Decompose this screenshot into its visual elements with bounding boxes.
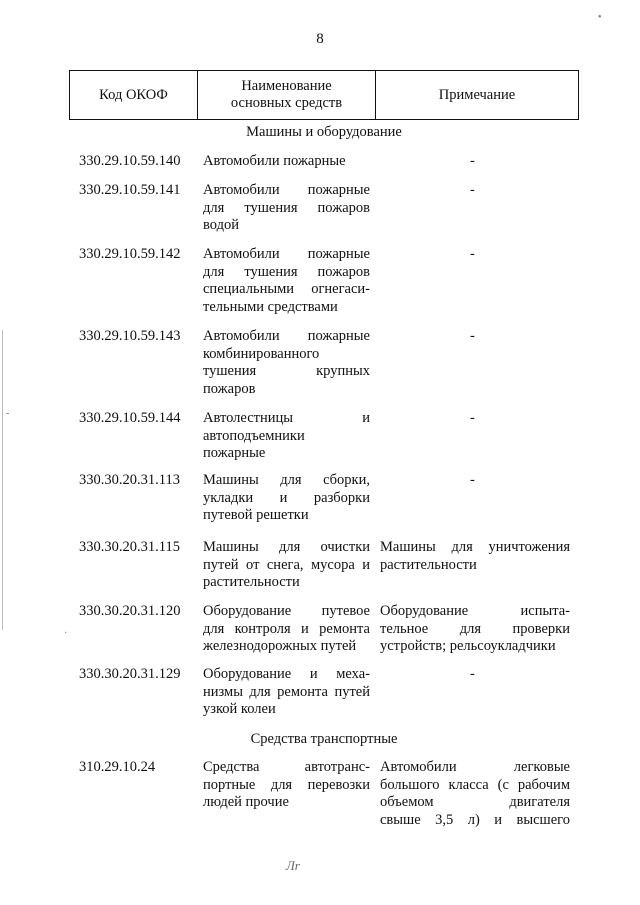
note (380, 539, 570, 574)
asset-name-line: комбинированного (203, 345, 320, 362)
note-line: Автомобили легковые (380, 759, 570, 775)
okof-code: 330.29.10.59.143 (79, 328, 181, 344)
asset-name-line: тельными средствами (203, 298, 338, 315)
asset-name-line: Автомобили пожарные (203, 153, 346, 169)
note-dash: - (470, 472, 475, 488)
scan-edge-line (2, 330, 3, 630)
asset-name (203, 410, 370, 463)
asset-name (203, 153, 370, 171)
asset-name-line: специальными огнегаси- (203, 281, 370, 298)
header-name: Наименование основных средств (198, 71, 376, 119)
okof-code: 330.29.10.59.141 (79, 182, 181, 198)
note-line: устройств; рельсоукладчики (380, 638, 556, 655)
okof-code: 330.30.20.31.129 (79, 666, 181, 682)
header-code: Код ОКОФ (70, 71, 198, 119)
note-dash: - (470, 182, 475, 198)
okof-code: 310.29.10.24 (79, 759, 156, 775)
asset-name (203, 328, 370, 398)
asset-name-line: пожарные (203, 445, 266, 462)
asset-name-line: Машины для сборки, (203, 472, 370, 488)
okof-code: 330.30.20.31.113 (79, 472, 180, 488)
asset-name (203, 603, 370, 656)
note-line: Машины для уничтожения (380, 539, 570, 555)
header-note: Примечание (438, 86, 516, 103)
note-dash: - (470, 328, 475, 344)
asset-name-line: Машины для очистки (203, 539, 370, 555)
page-number: 8 (316, 31, 324, 47)
note-dash: - (470, 410, 475, 426)
note-line: растительности (380, 556, 477, 573)
asset-name-line: низмы для ремонта путей (203, 683, 370, 700)
asset-name-line: тушения крупных (203, 363, 370, 380)
okof-code: 330.30.20.31.115 (79, 539, 180, 555)
asset-name-line: Оборудование путевое (203, 603, 370, 619)
asset-name (203, 472, 370, 525)
section-title: Машины и оборудование (246, 124, 402, 140)
asset-name-line: Автомобили пожарные (203, 328, 370, 344)
note-line: большого класса (с рабочим (380, 776, 570, 793)
note-dash: - (470, 153, 475, 169)
asset-name-line: Автомобили пожарные (203, 182, 370, 198)
note-dash: - (470, 246, 475, 262)
asset-name-line: Автолестницы и (203, 410, 370, 426)
okof-code: 330.29.10.59.142 (79, 246, 181, 262)
okof-code: 330.29.10.59.144 (79, 410, 181, 426)
section-title: Средства транспортные (250, 731, 398, 747)
asset-name-line: для тушения пожаров (203, 263, 370, 280)
asset-name-line: пожаров (203, 380, 256, 397)
asset-name-line: водой (203, 217, 239, 234)
note-line: Оборудование испыта- (380, 603, 570, 619)
asset-name-line: путевой решетки (203, 507, 309, 524)
asset-name-line: людей прочие (203, 794, 289, 811)
asset-name-line: Средства автотранс- (203, 759, 370, 775)
okof-code: 330.30.20.31.120 (79, 603, 181, 619)
asset-name-line: Оборудование и меха- (203, 666, 370, 682)
asset-name-line: для контроля и ремонта (203, 620, 370, 637)
footer-mark: Лr (286, 858, 300, 873)
asset-name (203, 246, 370, 316)
asset-name (203, 539, 370, 592)
note-line: тельное для проверки (380, 620, 570, 637)
asset-name-line: автоподъемники (203, 427, 305, 444)
note (380, 759, 570, 829)
asset-name-line: портные для перевозки (203, 776, 370, 793)
table-header (69, 70, 579, 120)
okof-code: 330.29.10.59.140 (79, 153, 181, 169)
asset-name-line: укладки и разборки (203, 489, 370, 506)
asset-name (203, 666, 370, 719)
asset-name-line: железнодорожных путей (203, 638, 357, 655)
note (380, 603, 570, 656)
asset-name (203, 182, 370, 235)
scan-speck: · (64, 628, 68, 639)
scan-speck: • (598, 12, 602, 23)
note-line: свыше 3,5 л) и высшего (380, 811, 570, 828)
scan-speck: - (6, 408, 10, 419)
asset-name-line: для тушения пожаров (203, 199, 370, 216)
asset-name-line: Автомобили пожарные (203, 246, 370, 262)
asset-name-line: путей от снега, мусора и (203, 556, 370, 573)
asset-name-line: растительности (203, 574, 300, 591)
asset-name-line: узкой колеи (203, 701, 276, 718)
note-dash: - (470, 666, 475, 682)
asset-name (203, 759, 370, 812)
note-line: объемом двигателя (380, 794, 570, 811)
